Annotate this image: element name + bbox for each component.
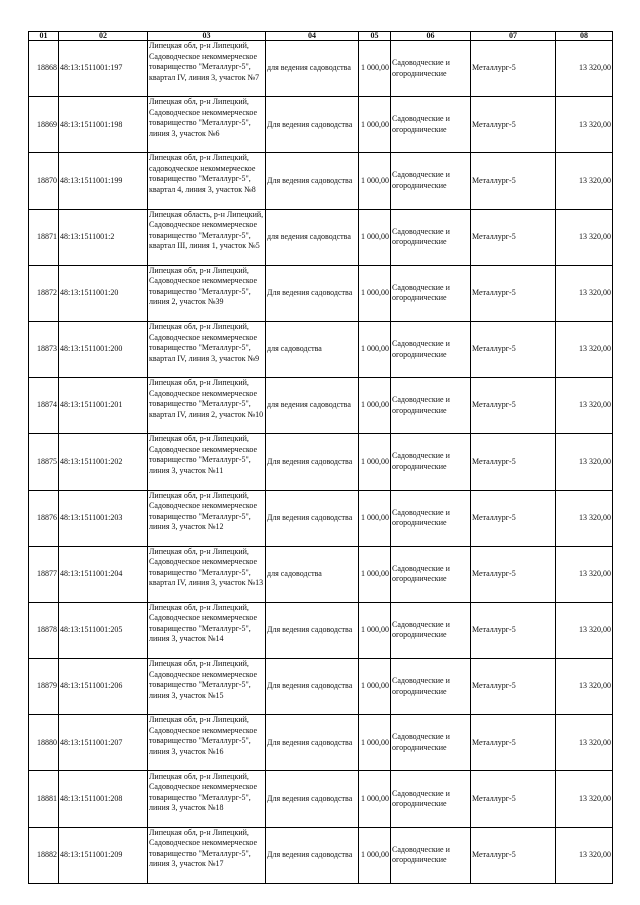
cadastral-number-cell: 48:13:1511001:198 [59,97,148,153]
address-text: Липецкая обл, р-н Липецкий, Садоводческое некоммерческое товарищество "Металлург-5", линия 3, участок №12 [149,490,258,532]
row-number-cell: 18873 [29,321,59,377]
area-cell: 1 000,00 [359,434,391,490]
row-number-cell: 18871 [29,209,59,265]
permitted-use-cell: для ведения садоводства [266,378,359,434]
land-category-cell: Садоводческие и огороднические [391,41,471,97]
column-header-05: 05 [359,32,391,41]
area-cell: 1 000,00 [359,153,391,209]
permitted-use-cell: для ведения садоводства [266,209,359,265]
address-cell [148,434,266,490]
address-text: Липецкая обл, р-н Липецкий, садоводческое некоммерческое товарищество "Металлург-5", квартал 4, линия 3, участок №8 [149,153,256,194]
land-category-cell: Садоводческие и огороднические [391,490,471,546]
land-category-cell: Садоводческие и огороднические [391,827,471,883]
area-cell: 1 000,00 [359,827,391,883]
address-cell [148,602,266,658]
address-text: Липецкая обл, р-н Липецкий, Садоводческое некоммерческое товарищество "Металлург-5", квартал IV, линия 3, участок №9 [149,322,260,363]
partnership-name-cell: Металлург-5 [471,434,556,490]
partnership-name-cell: Металлург-5 [471,41,556,97]
table-body [29,41,613,884]
land-category-cell: Садоводческие и огороднические [391,321,471,377]
partnership-name-cell: Металлург-5 [471,546,556,602]
land-category-cell: Садоводческие и огороднические [391,659,471,715]
table-row [29,265,613,321]
address-cell [148,41,266,97]
area-cell: 1 000,00 [359,378,391,434]
column-header-04: 04 [266,32,359,41]
cadastral-value-cell: 13 320,00 [556,546,613,602]
address-cell [148,546,266,602]
partnership-name-cell: Металлург-5 [471,321,556,377]
partnership-name-cell: Металлург-5 [471,827,556,883]
row-number-cell: 18879 [29,659,59,715]
area-cell: 1 000,00 [359,602,391,658]
row-number-cell: 18881 [29,771,59,827]
row-number-cell: 18877 [29,546,59,602]
address-text: Липецкая область, р-н Липецкий, Садоводческое некоммерческое товарищество "Металлург-5", квартал III, линия 1, участок №5 [149,209,264,251]
table-row [29,434,613,490]
area-cell: 1 000,00 [359,659,391,715]
area-cell: 1 000,00 [359,715,391,771]
cadastral-number-cell: 48:13:1511001:199 [59,153,148,209]
address-cell [148,659,266,715]
permitted-use-cell: для ведения садоводства [266,41,359,97]
cadastral-number-cell: 48:13:1511001:209 [59,827,148,883]
partnership-name-cell: Металлург-5 [471,659,556,715]
partnership-name-cell: Металлург-5 [471,97,556,153]
cadastral-value-cell: 13 320,00 [556,41,613,97]
cadastral-number-cell: 48:13:1511001:20 [59,265,148,321]
land-category-cell: Садоводческие и огороднические [391,209,471,265]
cadastral-number-cell: 48:13:1511001:197 [59,41,148,97]
land-category-cell: Садоводческие и огороднические [391,153,471,209]
permitted-use-cell: для садоводства [266,546,359,602]
table-row [29,659,613,715]
address-cell [148,265,266,321]
table-row [29,378,613,434]
column-header-07: 07 [471,32,556,41]
table-row [29,153,613,209]
cadastral-value-cell: 13 320,00 [556,265,613,321]
address-text: Липецкая обл, р-н Липецкий, Садоводческое некоммерческое товарищество "Металлург-5", линия 3, участок №15 [149,659,258,700]
table-row [29,41,613,97]
permitted-use-cell: Для ведения садоводства [266,97,359,153]
row-number-cell: 18872 [29,265,59,321]
cadastral-number-cell: 48:13:1511001:201 [59,378,148,434]
table-row [29,827,613,883]
land-category-cell: Садоводческие и огороднические [391,602,471,658]
row-number-cell: 18869 [29,97,59,153]
permitted-use-cell: Для ведения садоводства [266,659,359,715]
partnership-name-cell: Металлург-5 [471,715,556,771]
land-category-cell: Садоводческие и огороднические [391,378,471,434]
column-header-02: 02 [59,32,148,41]
permitted-use-cell: Для ведения садоводства [266,715,359,771]
column-header-06: 06 [391,32,471,41]
table-row [29,602,613,658]
area-cell: 1 000,00 [359,209,391,265]
area-cell: 1 000,00 [359,546,391,602]
area-cell: 1 000,00 [359,265,391,321]
permitted-use-cell: Для ведения садоводства [266,490,359,546]
cadastral-value-cell: 13 320,00 [556,827,613,883]
table-row [29,97,613,153]
table-row [29,209,613,265]
land-category-cell: Садоводческие и огороднические [391,265,471,321]
cadastral-value-cell: 13 320,00 [556,490,613,546]
partnership-name-cell: Металлург-5 [471,265,556,321]
row-number-cell: 18880 [29,715,59,771]
permitted-use-cell: Для ведения садоводства [266,827,359,883]
cadastral-value-cell: 13 320,00 [556,378,613,434]
permitted-use-cell: Для ведения садоводства [266,602,359,658]
cadastral-number-cell: 48:13:1511001:208 [59,771,148,827]
address-cell [148,490,266,546]
partnership-name-cell: Металлург-5 [471,602,556,658]
row-number-cell: 18874 [29,378,59,434]
address-text: Липецкая обл, р-н Липецкий, Садоводческое некоммерческое товарищество "Металлург-5", линия 3, участок №16 [149,715,258,756]
cadastral-value-cell: 13 320,00 [556,771,613,827]
address-cell [148,153,266,209]
address-text: Липецкая обл, р-н Липецкий, Садоводческое некоммерческое товарищество "Металлург-5", линия 3, участок №6 [149,97,258,138]
table-row [29,321,613,377]
land-category-cell: Садоводческие и огороднические [391,434,471,490]
row-number-cell: 18875 [29,434,59,490]
permitted-use-cell: Для ведения садоводства [266,153,359,209]
address-cell [148,321,266,377]
cadastral-value-cell: 13 320,00 [556,209,613,265]
address-text: Липецкая обл, р-н Липецкий, Садоводческое некоммерческое товарищество "Металлург-5", линия 3, участок №14 [149,602,258,644]
address-text: Липецкая обл, р-н Липецкий, Садоводческое некоммерческое товарищество "Металлург-5", линия 3, участок №17 [149,827,258,869]
cadastral-value-cell: 13 320,00 [556,97,613,153]
header-row [29,32,613,41]
table-row [29,546,613,602]
partnership-name-cell: Металлург-5 [471,771,556,827]
cadastral-value-cell: 13 320,00 [556,715,613,771]
cadastral-number-cell: 48:13:1511001:203 [59,490,148,546]
address-cell [148,97,266,153]
column-header-03: 03 [148,32,266,41]
table-header [29,32,613,41]
address-text: Липецкая обл, р-н Липецкий, Садоводческое некоммерческое товарищество "Металлург-5", линия 3, участок №11 [149,434,258,475]
address-cell [148,715,266,771]
area-cell: 1 000,00 [359,490,391,546]
cadastral-number-cell: 48:13:1511001:206 [59,659,148,715]
cadastral-value-cell: 13 320,00 [556,659,613,715]
partnership-name-cell: Металлург-5 [471,153,556,209]
cadastral-number-cell: 48:13:1511001:2 [59,209,148,265]
partnership-name-cell: Металлург-5 [471,378,556,434]
cadastral-number-cell: 48:13:1511001:204 [59,546,148,602]
address-cell [148,378,266,434]
address-cell [148,771,266,827]
table-row [29,490,613,546]
permitted-use-cell: Для ведения садоводства [266,434,359,490]
cadastral-value-cell: 13 320,00 [556,321,613,377]
cadastral-value-cell: 13 320,00 [556,602,613,658]
address-cell [148,209,266,265]
land-category-cell: Садоводческие и огороднические [391,546,471,602]
address-cell [148,827,266,883]
cadastral-number-cell: 48:13:1511001:202 [59,434,148,490]
address-text: Липецкая обл, р-н Липецкий, Садоводческое некоммерческое товарищество "Металлург-5", квартал IV, линия 3, участок №7 [149,41,260,82]
table-row [29,771,613,827]
partnership-name-cell: Металлург-5 [471,209,556,265]
area-cell: 1 000,00 [359,771,391,827]
cadastral-number-cell: 48:13:1511001:207 [59,715,148,771]
row-number-cell: 18878 [29,602,59,658]
permitted-use-cell: Для ведения садоводства [266,265,359,321]
address-text: Липецкая обл, р-н Липецкий, Садоводческое некоммерческое товарищество "Металлург-5", линия 3, участок №18 [149,771,258,813]
row-number-cell: 18868 [29,41,59,97]
document-page [28,31,613,884]
cadastral-number-cell: 48:13:1511001:205 [59,602,148,658]
area-cell: 1 000,00 [359,97,391,153]
area-cell: 1 000,00 [359,41,391,97]
permitted-use-cell: Для ведения садоводства [266,771,359,827]
column-header-01: 01 [29,32,59,41]
land-category-cell: Садоводческие и огороднические [391,771,471,827]
address-text: Липецкая обл, р-н Липецкий, Садоводческое некоммерческое товарищество "Металлург-5", линия 2, участок №39 [149,265,258,307]
partnership-name-cell: Металлург-5 [471,490,556,546]
land-category-cell: Садоводческие и огороднические [391,97,471,153]
cadastral-number-cell: 48:13:1511001:200 [59,321,148,377]
address-text: Липецкая обл, р-н Липецкий, Садоводческое некоммерческое товарищество "Металлург-5", квартал IV, линия 3, участок №13 [149,546,264,588]
land-category-cell: Садоводческие и огороднические [391,715,471,771]
permitted-use-cell: для садоводства [266,321,359,377]
area-cell: 1 000,00 [359,321,391,377]
cadastral-value-cell: 13 320,00 [556,434,613,490]
row-number-cell: 18882 [29,827,59,883]
address-text: Липецкая обл, р-н Липецкий, Садоводческое некоммерческое товарищество "Металлург-5", квартал IV, линия 2, участок №10 [149,378,264,419]
column-header-08: 08 [556,32,613,41]
row-number-cell: 18876 [29,490,59,546]
row-number-cell: 18870 [29,153,59,209]
table-row [29,715,613,771]
land-registry-table [28,31,613,884]
cadastral-value-cell: 13 320,00 [556,153,613,209]
